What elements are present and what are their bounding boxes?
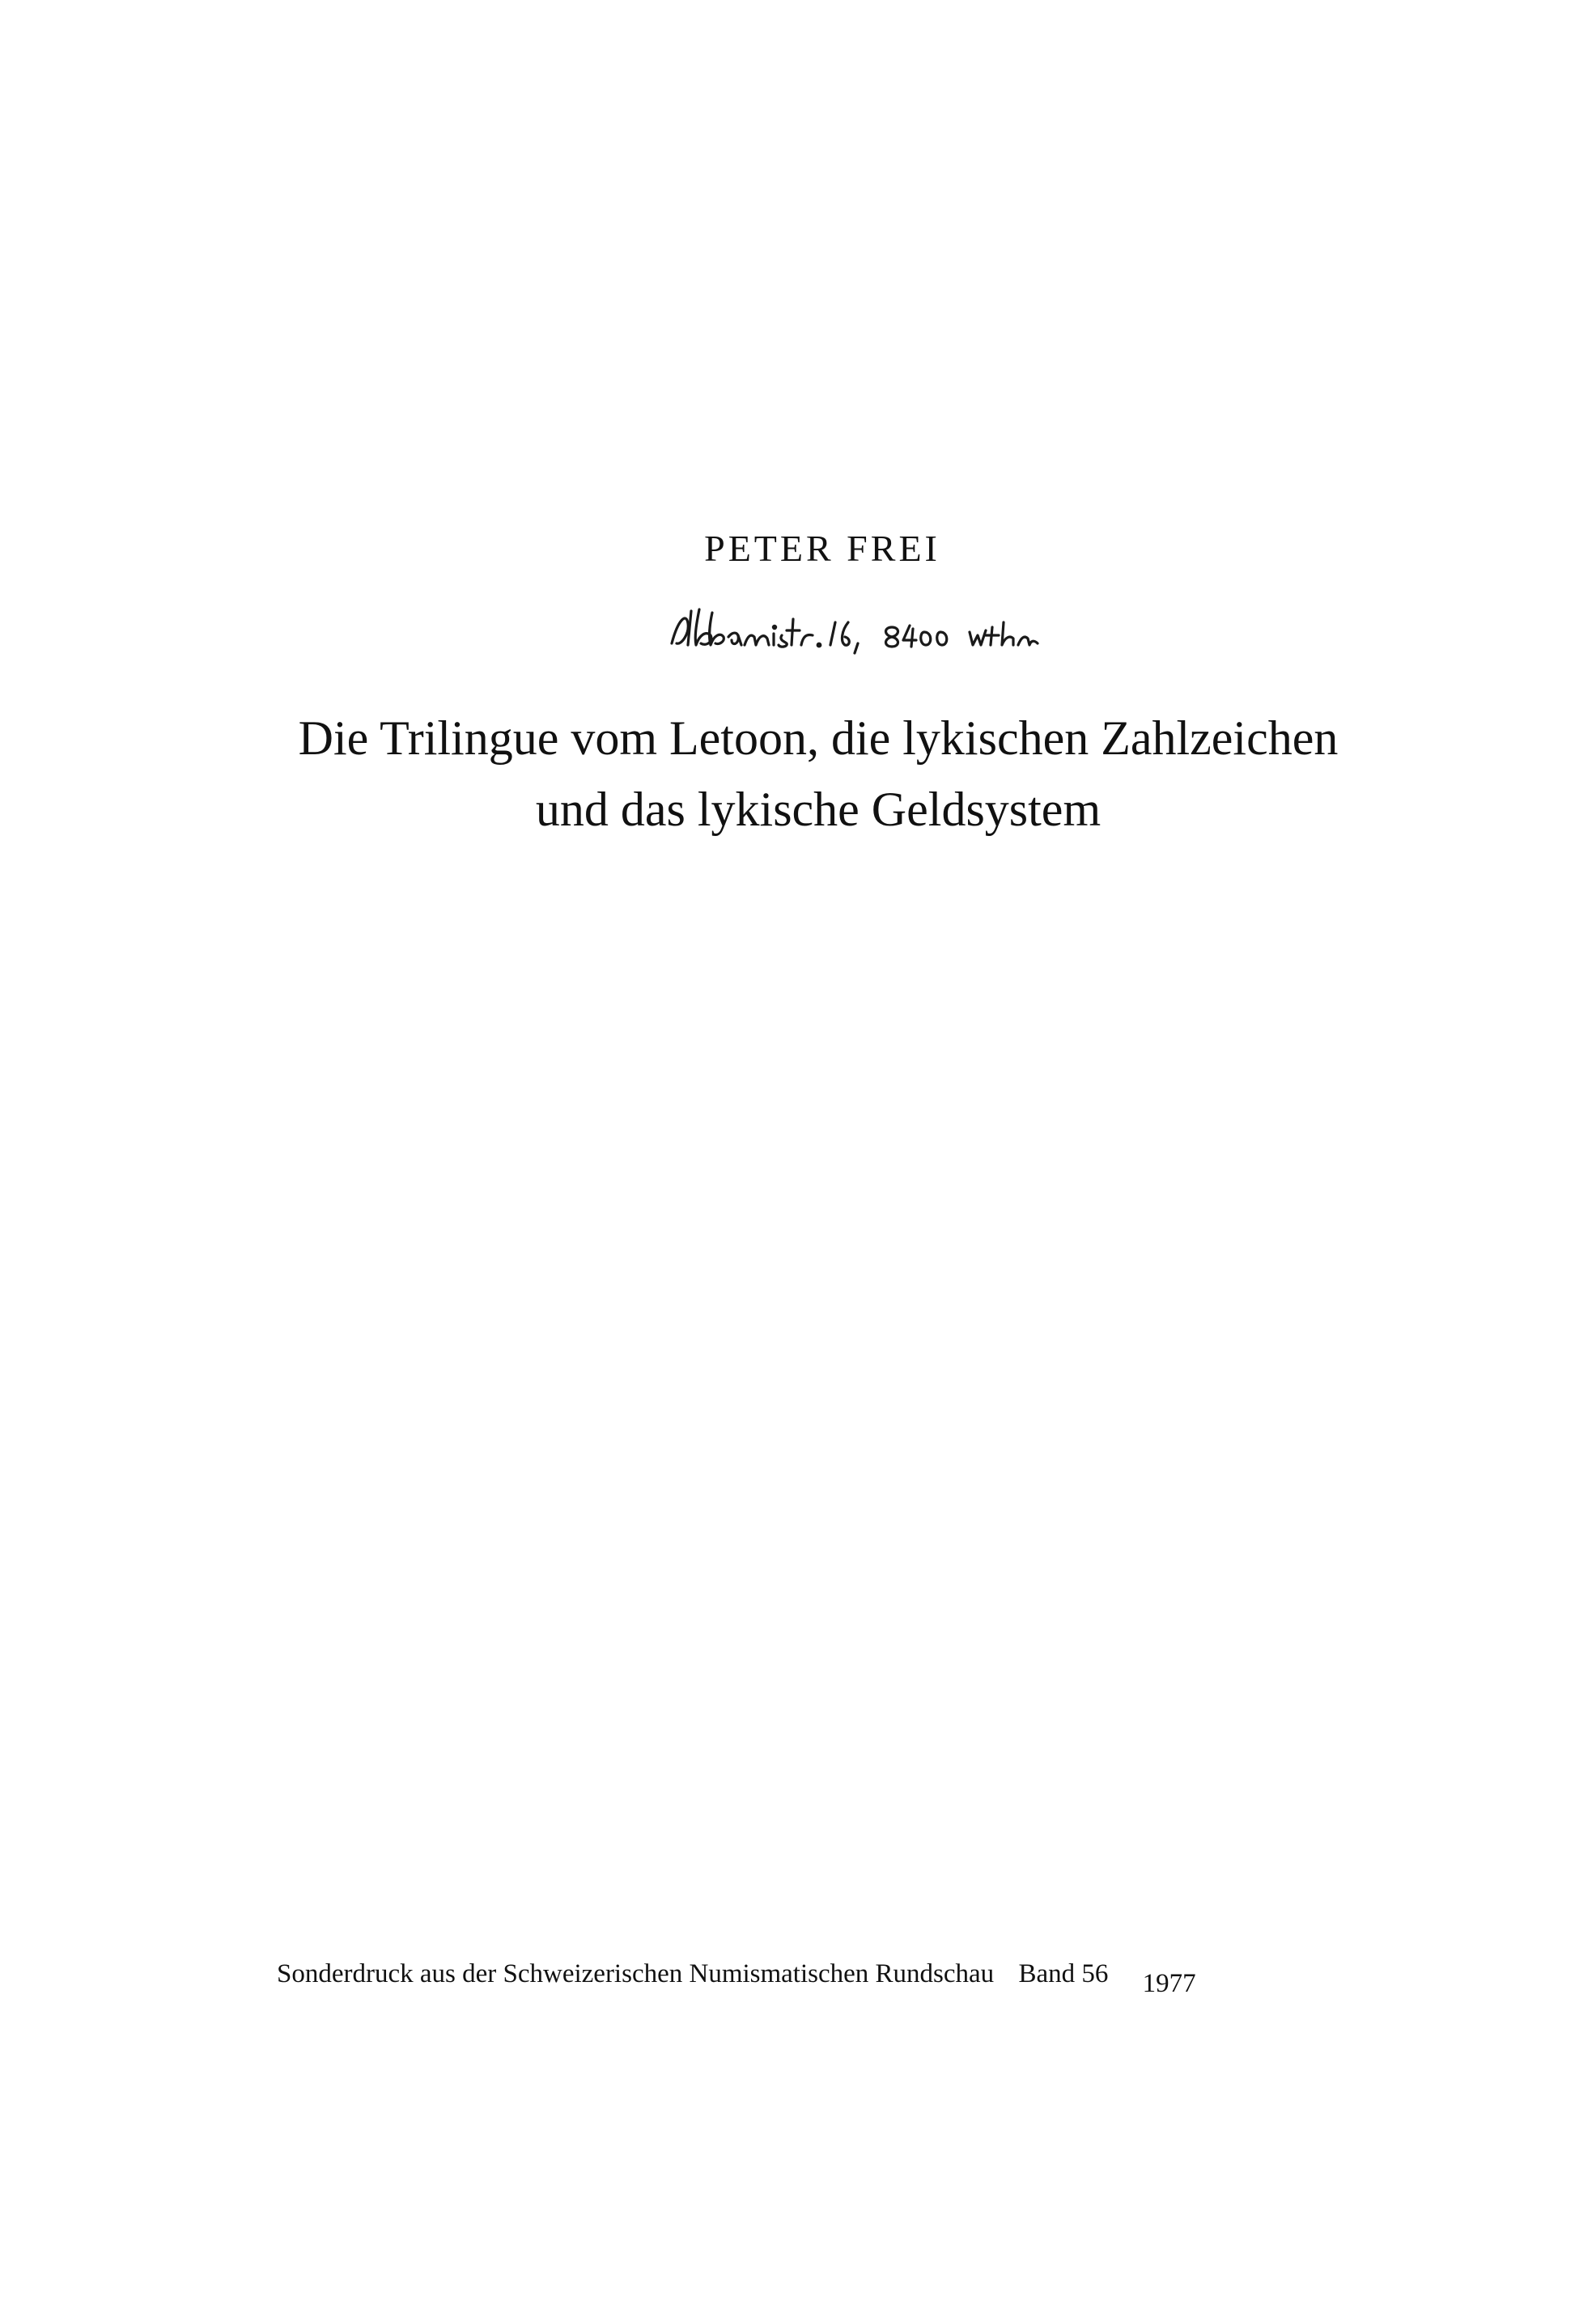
- author-name: PETER FREI: [704, 528, 940, 569]
- publication-year: 1977: [1142, 1969, 1196, 1998]
- title-line-1: Die Trilingue vom Letoon, die lykischen Zahlzeichen: [298, 711, 1339, 765]
- volume-number: Band 56: [1018, 1959, 1109, 1988]
- handwritten-address-note: [664, 595, 1149, 668]
- title-line-2: und das lykische Geldsystem: [535, 783, 1101, 836]
- document-title: [0, 702, 1596, 845]
- publication-name: Sonderdruck aus der Schweizerischen Numismatischen Rundschau: [277, 1959, 995, 1988]
- publication-footer: [277, 1959, 1329, 1998]
